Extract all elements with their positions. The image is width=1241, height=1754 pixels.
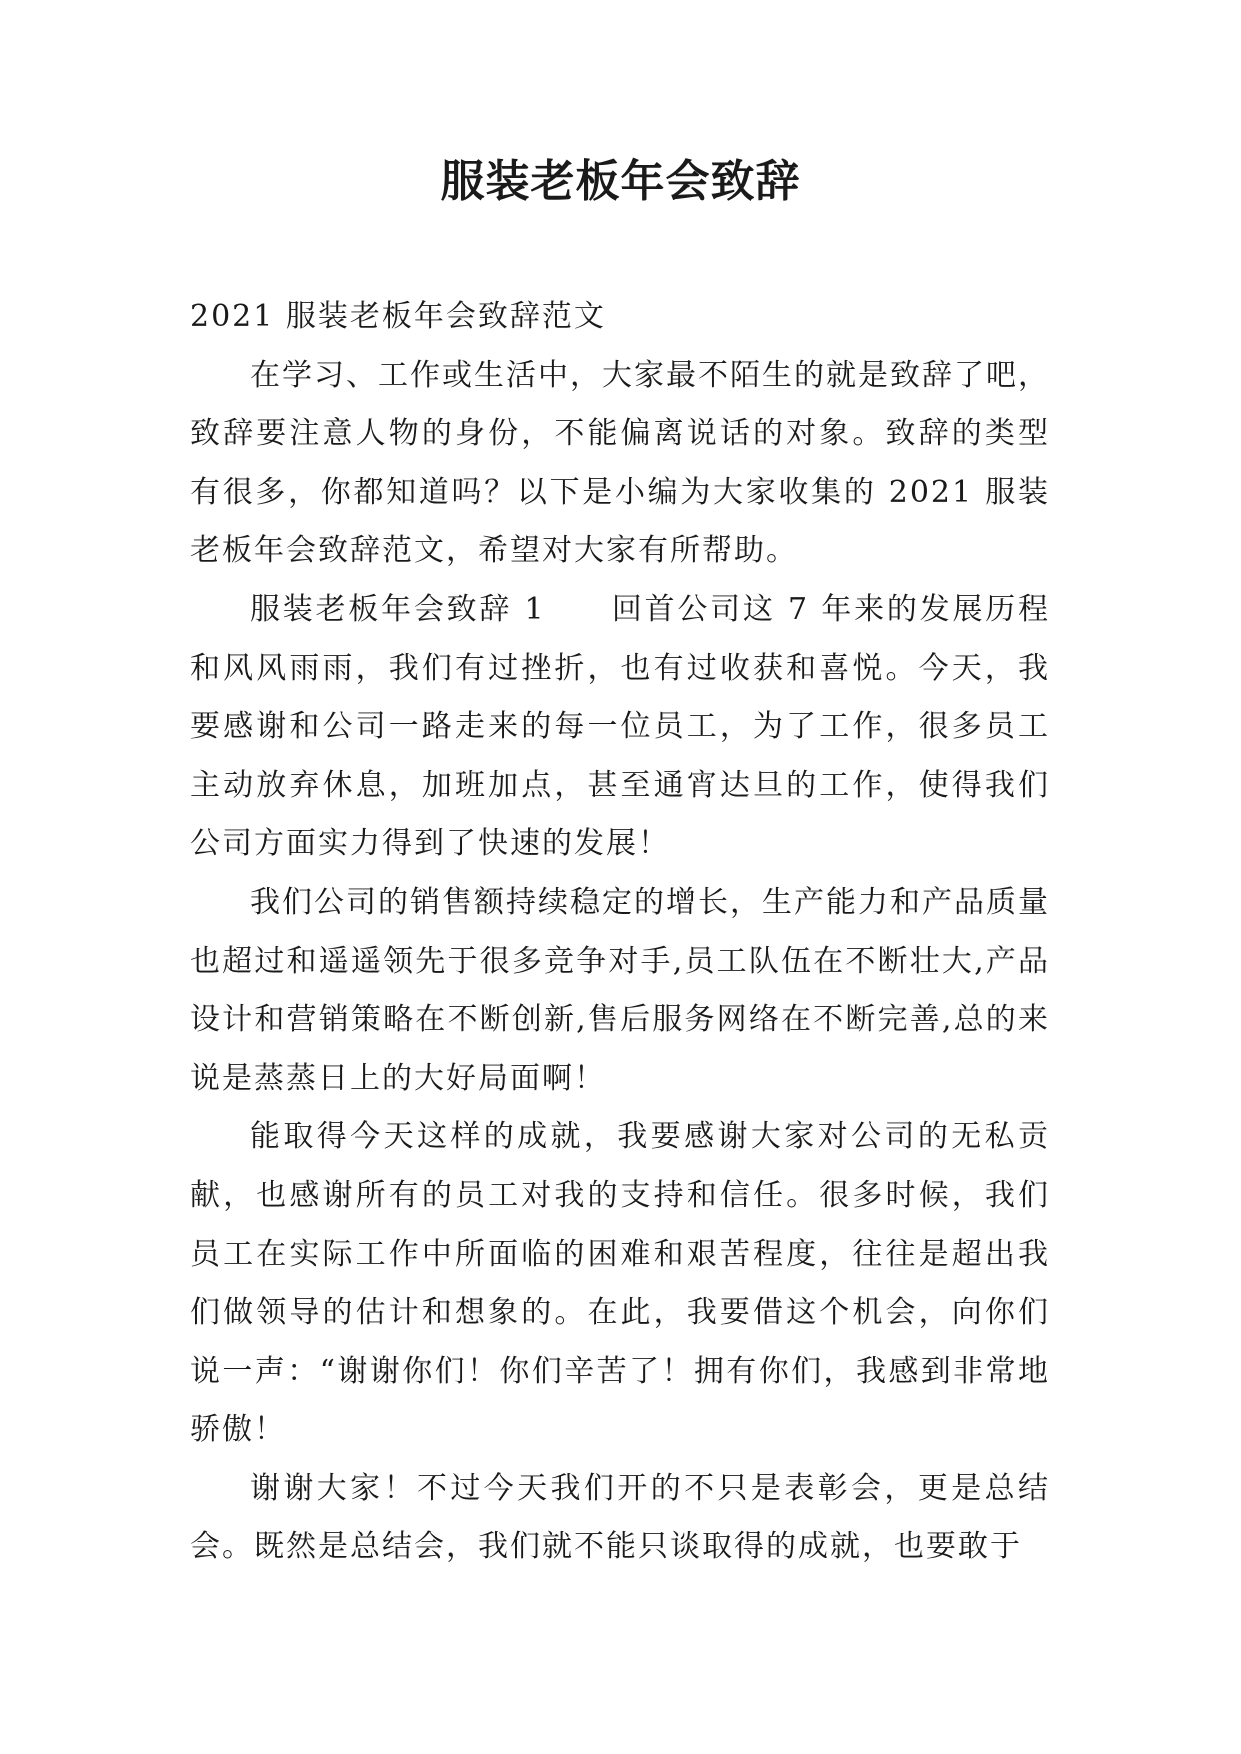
paragraph-speech-1: 服装老板年会致辞 1 回首公司这 7 年来的发展历程和风风雨雨，我们有过挫折，也有过收获和喜悦。今天，我要感谢和公司一路走来的每一位员工，为了工作，很多员工主动放弃休息，加班加点，甚至通宵达旦的工作，使得我们公司方面实力得到了快速的发展！	[190, 591, 1050, 862]
paragraph-intro: 在学习、工作或生活中，大家最不陌生的就是致辞了吧，致辞要注意人物的身份，不能偏离说话的对象。致辞的类型有很多，你都知道吗？以下是小编为大家收集的 2021 服装老板年会致辞范文，希望对大家有所帮助。	[190, 357, 1050, 569]
paragraph-summary-meeting: 谢谢大家！不过今天我们开的不只是表彰会，更是总结会。既然是总结会，我们就不能只谈取得的成就，也要敢于	[190, 1470, 1050, 1565]
document-body	[190, 288, 1050, 1577]
paragraph-thanks-staff: 能取得今天这样的成就，我要感谢大家对公司的无私贡献，也感谢所有的员工对我的支持和信任。很多时候，我们员工在实际工作中所面临的困难和艰苦程度，往往是超出我们做领导的估计和想象的。在此，我要借这个机会，向你们说一声：“谢谢你们！你们辛苦了！拥有你们，我感到非常地骄傲！	[190, 1119, 1050, 1448]
paragraph-sales-growth: 我们公司的销售额持续稳定的增长，生产能力和产品质量也超过和遥遥领先于很多竞争对手,员工队伍在不断壮大,产品设计和营销策略在不断创新,售后服务网络在不断完善,总的来说是蒸蒸日上的大好局面啊！	[190, 884, 1050, 1096]
document-title: 服装老板年会致辞	[440, 156, 801, 207]
document-subtitle: 2021 服装老板年会致辞范文	[190, 299, 606, 334]
